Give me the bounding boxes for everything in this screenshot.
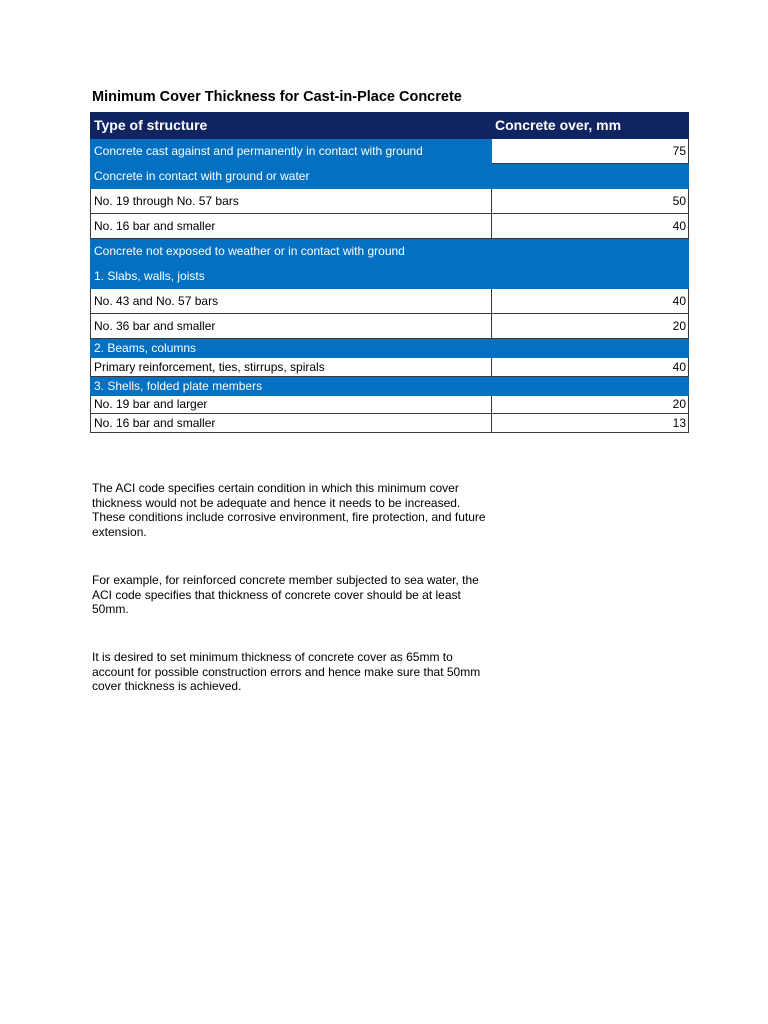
- table-row: [91, 214, 689, 239]
- table-header-row: [91, 113, 689, 139]
- row-value: [492, 377, 689, 396]
- table-row: [91, 314, 689, 339]
- row-value: [492, 339, 689, 358]
- row-value: [492, 239, 689, 264]
- table-row: [91, 414, 689, 433]
- row-value: 20: [492, 396, 689, 414]
- row-value: 13: [492, 414, 689, 433]
- row-label: Primary reinforcement, ties, stirrups, spirals: [91, 358, 492, 377]
- table-row: [91, 377, 689, 396]
- cover-thickness-table: [90, 112, 689, 433]
- table-row: [91, 264, 689, 289]
- table-row: [91, 289, 689, 314]
- row-value: 75: [492, 139, 689, 164]
- row-label: No. 19 bar and larger: [91, 396, 492, 414]
- row-value: [492, 264, 689, 289]
- page-title: Minimum Cover Thickness for Cast-in-Place Concrete: [92, 89, 462, 105]
- note-sea-water-example: For example, for reinforced concrete member subjected to sea water, the ACI code specifies that thickness of concrete cover should be at least 50mm.: [92, 573, 479, 616]
- row-value: 20: [492, 314, 689, 339]
- row-label: Concrete cast against and permanently in contact with ground: [91, 139, 492, 164]
- row-label: No. 36 bar and smaller: [91, 314, 492, 339]
- note-corrosive-conditions: The ACI code specifies certain condition in which this minimum cover thickness would not be adequate and hence it needs to be increased. These conditions include corrosive environment, fire protection, and future extension.: [92, 481, 486, 539]
- row-label: 2. Beams, columns: [91, 339, 492, 358]
- row-label: No. 43 and No. 57 bars: [91, 289, 492, 314]
- row-label: 1. Slabs, walls, joists: [91, 264, 492, 289]
- row-value: [492, 164, 689, 189]
- table-row: [91, 189, 689, 214]
- row-value: 40: [492, 358, 689, 377]
- row-value: 40: [492, 289, 689, 314]
- row-label: No. 16 bar and smaller: [91, 214, 492, 239]
- row-label: No. 19 through No. 57 bars: [91, 189, 492, 214]
- header-concrete-cover: Concrete over, mm: [492, 113, 689, 139]
- row-label: No. 16 bar and smaller: [91, 414, 492, 433]
- table-row: [91, 239, 689, 264]
- table-row: [91, 358, 689, 377]
- row-label: Concrete not exposed to weather or in contact with ground: [91, 239, 492, 264]
- header-type-of-structure: Type of structure: [91, 113, 492, 139]
- row-label: 3. Shells, folded plate members: [91, 377, 492, 396]
- row-label: Concrete in contact with ground or water: [91, 164, 492, 189]
- row-value: 50: [492, 189, 689, 214]
- table-row: [91, 339, 689, 358]
- table-row: [91, 396, 689, 414]
- table-row: [91, 139, 689, 164]
- row-value: 40: [492, 214, 689, 239]
- note-desired-thickness: It is desired to set minimum thickness of concrete cover as 65mm to account for possible construction errors and hence make sure that 50mm cover thickness is achieved.: [92, 650, 481, 693]
- table-row: [91, 164, 689, 189]
